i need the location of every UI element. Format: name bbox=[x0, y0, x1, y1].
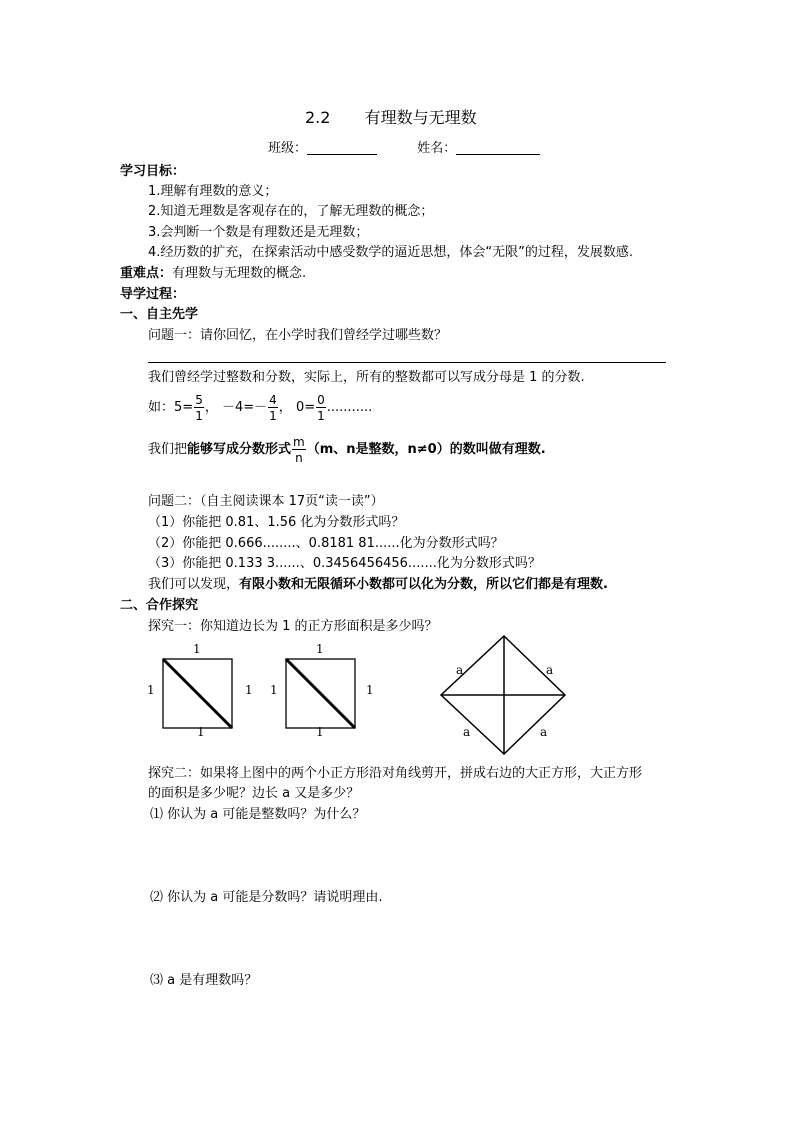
squares-figure bbox=[0, 632, 794, 762]
numerator: 0 bbox=[317, 392, 325, 407]
conclusion-pre: 我们可以发现， bbox=[148, 577, 240, 592]
side-a-label: a bbox=[456, 663, 464, 677]
side-label: 1 bbox=[316, 725, 324, 739]
unit-square-left bbox=[147, 642, 253, 739]
side-label: 1 bbox=[270, 683, 278, 697]
objective-item: 2.知道无理数是客观存在的，了解无理数的概念； bbox=[148, 204, 434, 219]
section1-heading: 一、自主先学 bbox=[120, 307, 199, 322]
title-text: 有理数与无理数 bbox=[364, 108, 477, 127]
numerator: m bbox=[293, 434, 305, 449]
name-label: 姓名： bbox=[417, 141, 457, 156]
fraction-examples bbox=[148, 392, 372, 424]
side-label: 1 bbox=[147, 683, 155, 697]
objectives-heading: 学习目标： bbox=[120, 164, 186, 179]
explore-one: 探究一：你知道边长为 1 的正方形面积是多少吗？ bbox=[148, 619, 438, 634]
example-lhs: 5= bbox=[174, 400, 194, 415]
side-label: 1 bbox=[193, 642, 201, 656]
sub-question: ⑵ 你认为 a 可能是分数吗？请说明理由. bbox=[150, 890, 383, 905]
side-a-label: a bbox=[546, 663, 554, 677]
definition-post: 的数叫做有理数. bbox=[449, 442, 546, 457]
sub-question: ⑶ a 是有理数吗？ bbox=[150, 973, 258, 988]
conclusion bbox=[148, 578, 608, 591]
denominator: 1 bbox=[195, 408, 203, 423]
side-a-label: a bbox=[463, 725, 471, 739]
conclusion-bold: 有限小数和无限循环小数都可以化为分数，所以它们都是有理数. bbox=[239, 577, 608, 592]
big-square bbox=[441, 636, 565, 754]
fraction-mn bbox=[292, 436, 306, 464]
unit-square-right bbox=[270, 642, 374, 739]
fraction bbox=[316, 394, 326, 422]
integer-fact: 我们曾经学过整数和分数，实际上，所有的整数都可以写成分母是 1 的分数. bbox=[148, 370, 585, 385]
side-a-label: a bbox=[540, 725, 548, 739]
class-field[interactable] bbox=[307, 154, 377, 155]
separator: ， bbox=[278, 400, 292, 415]
side-label: 1 bbox=[245, 683, 253, 697]
key-points bbox=[120, 267, 306, 280]
explore-two-line1: 探究二：如果将上图中的两个小正方形沿对角线剪开，拼成右边的大正方形，大正方形 bbox=[148, 766, 643, 781]
numerator: 5 bbox=[195, 392, 203, 407]
objective-item: 1.理解有理数的意义； bbox=[148, 184, 278, 199]
ellipsis: ........... bbox=[326, 400, 373, 415]
fraction bbox=[268, 394, 278, 422]
student-info-row bbox=[268, 142, 540, 155]
question-two-item: （3）你能把 0.133 3......、0.3456456456.......化为分数形式吗？ bbox=[148, 556, 541, 571]
answer-line[interactable] bbox=[148, 362, 666, 363]
explore-two-line2: 的面积是多少呢？边长 a 又是多少？ bbox=[148, 786, 360, 801]
definition-condition: （m、n是整数，n≠0） bbox=[306, 442, 450, 457]
key-points-heading: 重难点： bbox=[120, 266, 173, 281]
sub-question: ⑴ 你认为 a 可能是整数吗？为什么？ bbox=[150, 807, 366, 822]
side-label: 1 bbox=[316, 642, 324, 656]
name-field[interactable] bbox=[456, 154, 540, 155]
class-label: 班级： bbox=[268, 141, 308, 156]
objective-item: 4.经历数的扩充，在探索活动中感受数学的逼近思想，体会“无限”的过程，发展数感. bbox=[148, 245, 634, 260]
separator: ， bbox=[204, 400, 218, 415]
denominator: n bbox=[295, 450, 303, 465]
fraction bbox=[194, 394, 204, 422]
denominator: 1 bbox=[269, 408, 277, 423]
question-two-title: 问题二：（自主阅读课本 17页“读一读”） bbox=[148, 494, 384, 509]
example-prefix: 如： bbox=[148, 400, 175, 415]
side-label: 1 bbox=[366, 683, 374, 697]
key-points-text: 有理数与无理数的概念. bbox=[172, 266, 307, 281]
question-one: 问题一：请你回忆，在小学时我们曾经学过哪些数？ bbox=[148, 328, 448, 343]
definition-bold: 能够写成分数形式 bbox=[187, 442, 292, 457]
question-two-item: （1）你能把 0.81、1.56 化为分数形式吗？ bbox=[148, 515, 405, 530]
definition-pre: 我们把 bbox=[148, 442, 188, 457]
rational-definition bbox=[148, 434, 546, 466]
section-number: 2.2 bbox=[305, 108, 331, 127]
page-title bbox=[305, 110, 477, 126]
example-lhs: －4=－ bbox=[221, 400, 268, 415]
side-label: 1 bbox=[197, 725, 205, 739]
denominator: 1 bbox=[317, 408, 325, 423]
objective-item: 3.会判断一个数是有理数还是无理数； bbox=[148, 225, 369, 240]
numerator: 4 bbox=[269, 392, 277, 407]
example-lhs: 0= bbox=[295, 400, 316, 415]
process-heading: 导学过程： bbox=[120, 287, 186, 302]
question-two-item: （2）你能把 0.666........、0.8181 81......化为分数形式吗？ bbox=[148, 536, 504, 551]
section2-heading: 二、合作探究 bbox=[120, 598, 199, 613]
